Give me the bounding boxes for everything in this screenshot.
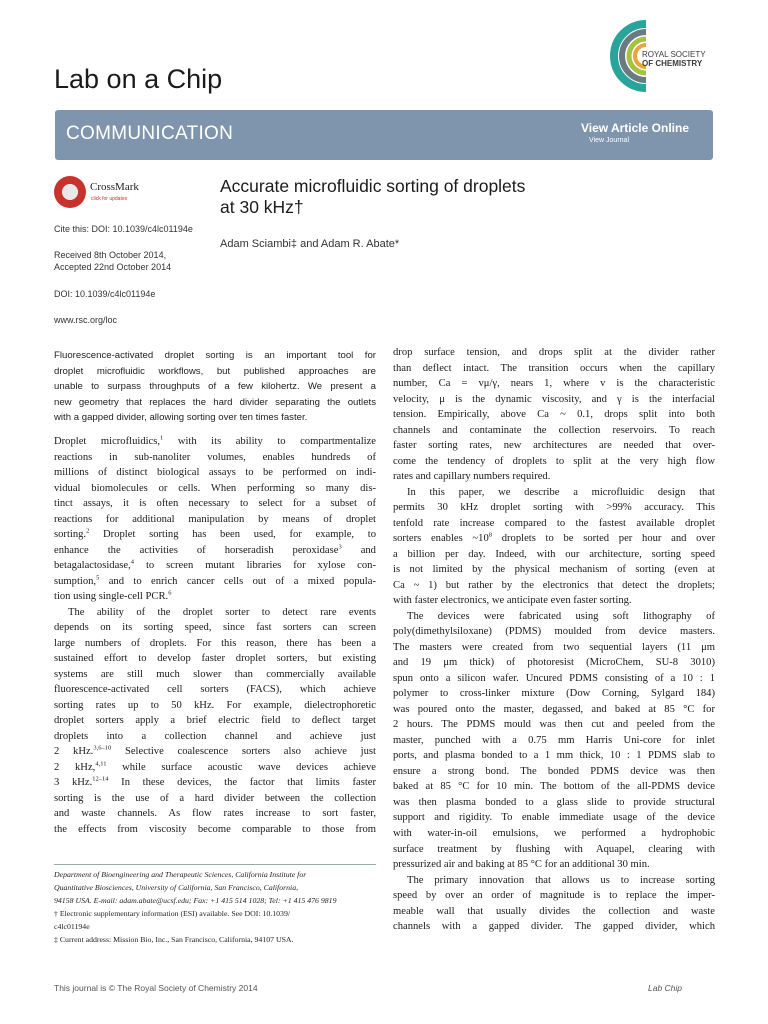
- article-type-banner: [55, 110, 713, 160]
- text-line: a billion per day. Indeed, with our architecture, sorting speed: [393, 548, 715, 560]
- paragraph: [54, 605, 376, 838]
- crossmark-label: CrossMark: [90, 181, 139, 193]
- body-column-right: [393, 345, 715, 935]
- text-line: permits 30 kHz droplet sorting with >99% accuracy. This: [393, 502, 715, 514]
- text-line: poly(dimethylsiloxane) (PDMS) moulded from device masters.: [393, 626, 715, 638]
- text-line: betagalactosidase,$^4$ to screen mutant libraries for xylose con-: [54, 558, 376, 572]
- publisher-line2: OF CHEMISTRY: [642, 59, 703, 68]
- text-line: sustained effort to develop faster droplet sorters, but existing: [54, 653, 376, 665]
- citation-ref[interactable]: 5: [96, 574, 100, 582]
- affiliation-line: 94158 USA. E-mail: adam.abate@ucsf.edu; Fax: +1 415 514 1028; Tel: +1 415 476 9819: [54, 896, 337, 905]
- text-line: channels with a gapped divider. The gapped divider, which: [393, 921, 715, 933]
- citation-ref[interactable]: 2: [86, 527, 90, 535]
- article-title-line1: Accurate microfluidic sorting of droplets: [220, 176, 526, 196]
- esi-note: † Electronic supplementary information (ESI) available. See DOI: 10.1039/: [54, 909, 291, 918]
- text-line: Ca ~ 1) but rather by the electronics that detect the droplets;: [393, 579, 715, 591]
- text-line: sumption,$^5$ and to enrich cancer cells out of a mixed popula-: [54, 574, 376, 587]
- doi[interactable]: DOI: 10.1039/c4lc01194e: [54, 289, 156, 299]
- text-line: fluorescence-activated cell sorters (FACS), which achieve: [54, 684, 376, 696]
- text-line: The devices were fabricated using soft lithography of: [407, 610, 715, 622]
- paragraph: [54, 434, 376, 605]
- text-line: In this paper, we describe a microfluidic design that: [407, 486, 715, 498]
- publisher-logo: [606, 18, 718, 96]
- citation-ref[interactable]: 1: [160, 434, 164, 442]
- current-address-note: ‡ Current address: Mission Bio, Inc., San Francisco, California, 94107 USA.: [54, 935, 294, 944]
- text-line: sorters enables $\sim 10^8$ droplets to be sorted per hour and over: [393, 531, 715, 545]
- view-journal-link[interactable]: View Journal: [589, 137, 629, 144]
- text-line: than deflect intact. The transition occurs when the capillary: [393, 362, 715, 374]
- text-line: come the tendency of droplets to split at the very high flow: [393, 455, 715, 467]
- article-type-label: COMMUNICATION: [66, 123, 234, 144]
- text-line: enhance the activities of horseradish peroxidase$^3$ and: [54, 543, 376, 556]
- text-line: faster sorting rates, new architectures are needed that over-: [393, 440, 715, 452]
- citation-ref[interactable]: 3: [338, 543, 342, 551]
- cite-this: Cite this: DOI: 10.1039/c4lc01194e: [54, 224, 193, 234]
- crossmark-badge[interactable]: [54, 176, 174, 212]
- text-line: tenfold rate increase compared to the fastest available droplet: [393, 517, 715, 529]
- text-line: depends on its sorting speed, since fast sorters can screen: [54, 622, 376, 634]
- text-line: channels and contaminate the collection reservoirs. To reach: [393, 424, 715, 436]
- crossmark-sublabel: click for updates: [91, 196, 128, 202]
- abstract-line: Fluorescence-activated droplet sorting is an important tool for: [54, 350, 376, 361]
- text-line: droplet sorters apply a brief electric field to deflect target: [54, 715, 376, 727]
- affiliation-line: Department of Bioengineering and Therapeutic Sciences, California Institute for: [54, 870, 307, 879]
- text-line: ports, and plasma bonded to a 1 mm thick, 10 : 1 PDMS slab to: [393, 750, 715, 762]
- paragraph: [393, 609, 715, 873]
- text-line: tension. Empirically, above Ca ~ 0.1, drops split into both: [393, 409, 715, 421]
- footnote-divider: [54, 864, 376, 865]
- text-line: support and rigidity. To enable immediate usage of the device: [393, 812, 715, 824]
- citation-ref[interactable]: 4: [130, 558, 135, 566]
- text-line: rates and capillary numbers required.: [393, 471, 551, 483]
- affiliation-footnote: [54, 868, 376, 946]
- text-line: 2 kHz,$^{4,11}$ while surface acoustic wave devices achieve: [54, 760, 376, 773]
- abstract-line: new geometry that replaces the hard divider separating the outlets: [54, 396, 376, 408]
- text-line: with faster electronics, we anticipate even faster sorting.: [393, 595, 632, 607]
- text-line: speed by over an order of magnitude is to replace the imper-: [393, 890, 715, 902]
- text-line: was poured onto the master, degassed, and baked at 85 °C for: [393, 703, 715, 715]
- text-line: master, punched with a 0.75 mm Harris Uni-core for inlet: [393, 734, 715, 746]
- text-line: sorting.$^2$ Droplet sorting has been used, for example, to: [54, 527, 376, 541]
- abstract-line: droplet microfluidic workflows, but published approaches are: [54, 365, 376, 377]
- text-line: velocity, μ is the dynamic viscosity, and γ is the interfacial: [393, 393, 715, 405]
- text-line: ensure a strong bond. The bonded PDMS device was then: [393, 765, 715, 777]
- text-line: reactions in sub-nanoliter volumes, enables hundreds of: [54, 451, 376, 463]
- crossmark-icon: [54, 176, 86, 208]
- text-line: the effects from viscosity become comparable to those from: [54, 823, 376, 835]
- body-column-left: [54, 434, 376, 837]
- esi-note-doi[interactable]: c4lc01194e: [54, 922, 90, 931]
- citation-ref[interactable]: 3,6–10: [93, 744, 112, 752]
- abstract-line: with a gapped divider, allowing sorting over ten times faster.: [54, 412, 308, 424]
- text-line: large numbers of droplets. For this reason, there has been a: [54, 637, 376, 649]
- footer-journal: Lab Chip: [648, 983, 683, 993]
- superscript: 8: [488, 531, 492, 539]
- text-line: spun onto a silicon wafer. Uncured PDMS consisting of a 10 : 1: [393, 672, 715, 684]
- publisher-name: [642, 50, 706, 68]
- text-line: meable wall that usually divides the collection and waste: [393, 905, 715, 917]
- text-line: polymer to cross-linker mixture (Dow Corning, Sylgard 184): [393, 688, 715, 700]
- text-line: number, Ca = vμ/γ, nears 1, where v is the characteristic: [393, 378, 715, 390]
- text-line: systems are still much slower than commercially available: [54, 668, 376, 680]
- text-line: was then plasma bonded to a glass slide to provide structural: [393, 796, 715, 808]
- text-line: The primary innovation that allows us to increase sorting: [407, 874, 715, 886]
- text-line: drop surface tension, and drops split at the divider rather: [393, 347, 715, 358]
- text-line: 3 kHz.$^{12-14}$ In these devices, the factor that limits faster: [54, 775, 376, 789]
- text-line: and waste channels. As flow rates increase to sort faster,: [54, 808, 376, 820]
- text-line: Droplet microfluidics,$^1$ with its ability to compartmentalize: [54, 434, 376, 447]
- abstract-line: unable to surpass throughputs of a few kilohertz. We present a: [54, 381, 376, 393]
- citation-ref[interactable]: 4,11: [95, 760, 107, 768]
- abstract: [54, 348, 376, 426]
- text-line: and 19 μm thick) of photoresist (MicroChem, SU-8 3010): [393, 657, 715, 669]
- text-line: 2 hours. The PDMS mould was then cut and peeled from the: [393, 719, 715, 731]
- citation-ref[interactable]: 6: [168, 589, 172, 597]
- text-line: pressurized air and baking at 85 °C for an additional 30 min.: [393, 859, 650, 871]
- article-title-line2: at 30 kHz†: [220, 197, 304, 217]
- journal-title: Lab on a Chip: [54, 64, 223, 94]
- footer-copyright: This journal is © The Royal Society of Chemistry 2014: [54, 983, 258, 993]
- text-line: The masters were created from two sequential layers (11 μm: [393, 641, 715, 653]
- publisher-line1: ROYAL SOCIETY: [642, 50, 706, 59]
- text-line: reactions for additional manipulation by means of droplet: [54, 513, 376, 525]
- paragraph: [393, 873, 715, 935]
- text-line: is not limited by the physical mechanism of sorting (even at: [393, 564, 715, 576]
- text-line: millions of distinct biological assays to be performed on indi-: [54, 467, 376, 479]
- view-article-online-link[interactable]: View Article Online: [580, 121, 689, 135]
- text-line: tinct assays, it is often necessary to select for a subset of: [54, 498, 376, 510]
- text-line: tion using single-cell PCR.$^6$: [54, 589, 172, 603]
- text-line: baked at 85 °C for 10 min. The bottom of the all-PDMS device: [393, 781, 715, 793]
- received-date: Received 8th October 2014,: [54, 250, 167, 260]
- article-title: [220, 176, 660, 218]
- citation-ref[interactable]: 12–14: [92, 775, 109, 783]
- text-line: droplets into a collection channel and achieve just: [54, 730, 376, 742]
- affiliation-line: Quantitative Biosciences, University of California, San Francisco, California,: [54, 883, 299, 892]
- text-line: The ability of the droplet sorter to detect rare events: [68, 606, 376, 618]
- text-line: surface treatment by flushing with Aquapel, clearing with: [393, 843, 715, 855]
- accepted-date: Accepted 22nd October 2014: [54, 262, 172, 272]
- text-line: vidual biomolecules or cells. When performing so many dis-: [54, 482, 376, 494]
- text-line: 2 kHz.$^{3,6-10}$ Selective coalescence sorters also achieve just: [54, 744, 376, 758]
- paragraph: [393, 485, 715, 609]
- paragraph: [393, 345, 715, 485]
- text-line: sorting is the use of a hard divider between the collection: [54, 792, 376, 804]
- text-line: with water-in-oil emulsions, we performed a hydrophobic: [393, 827, 715, 839]
- authors: Adam Sciambi‡ and Adam R. Abate*: [220, 238, 400, 250]
- text-line: sorting rates up to 50 kHz. For example, dielectrophoretic: [54, 699, 376, 711]
- journal-url[interactable]: www.rsc.org/loc: [54, 315, 118, 325]
